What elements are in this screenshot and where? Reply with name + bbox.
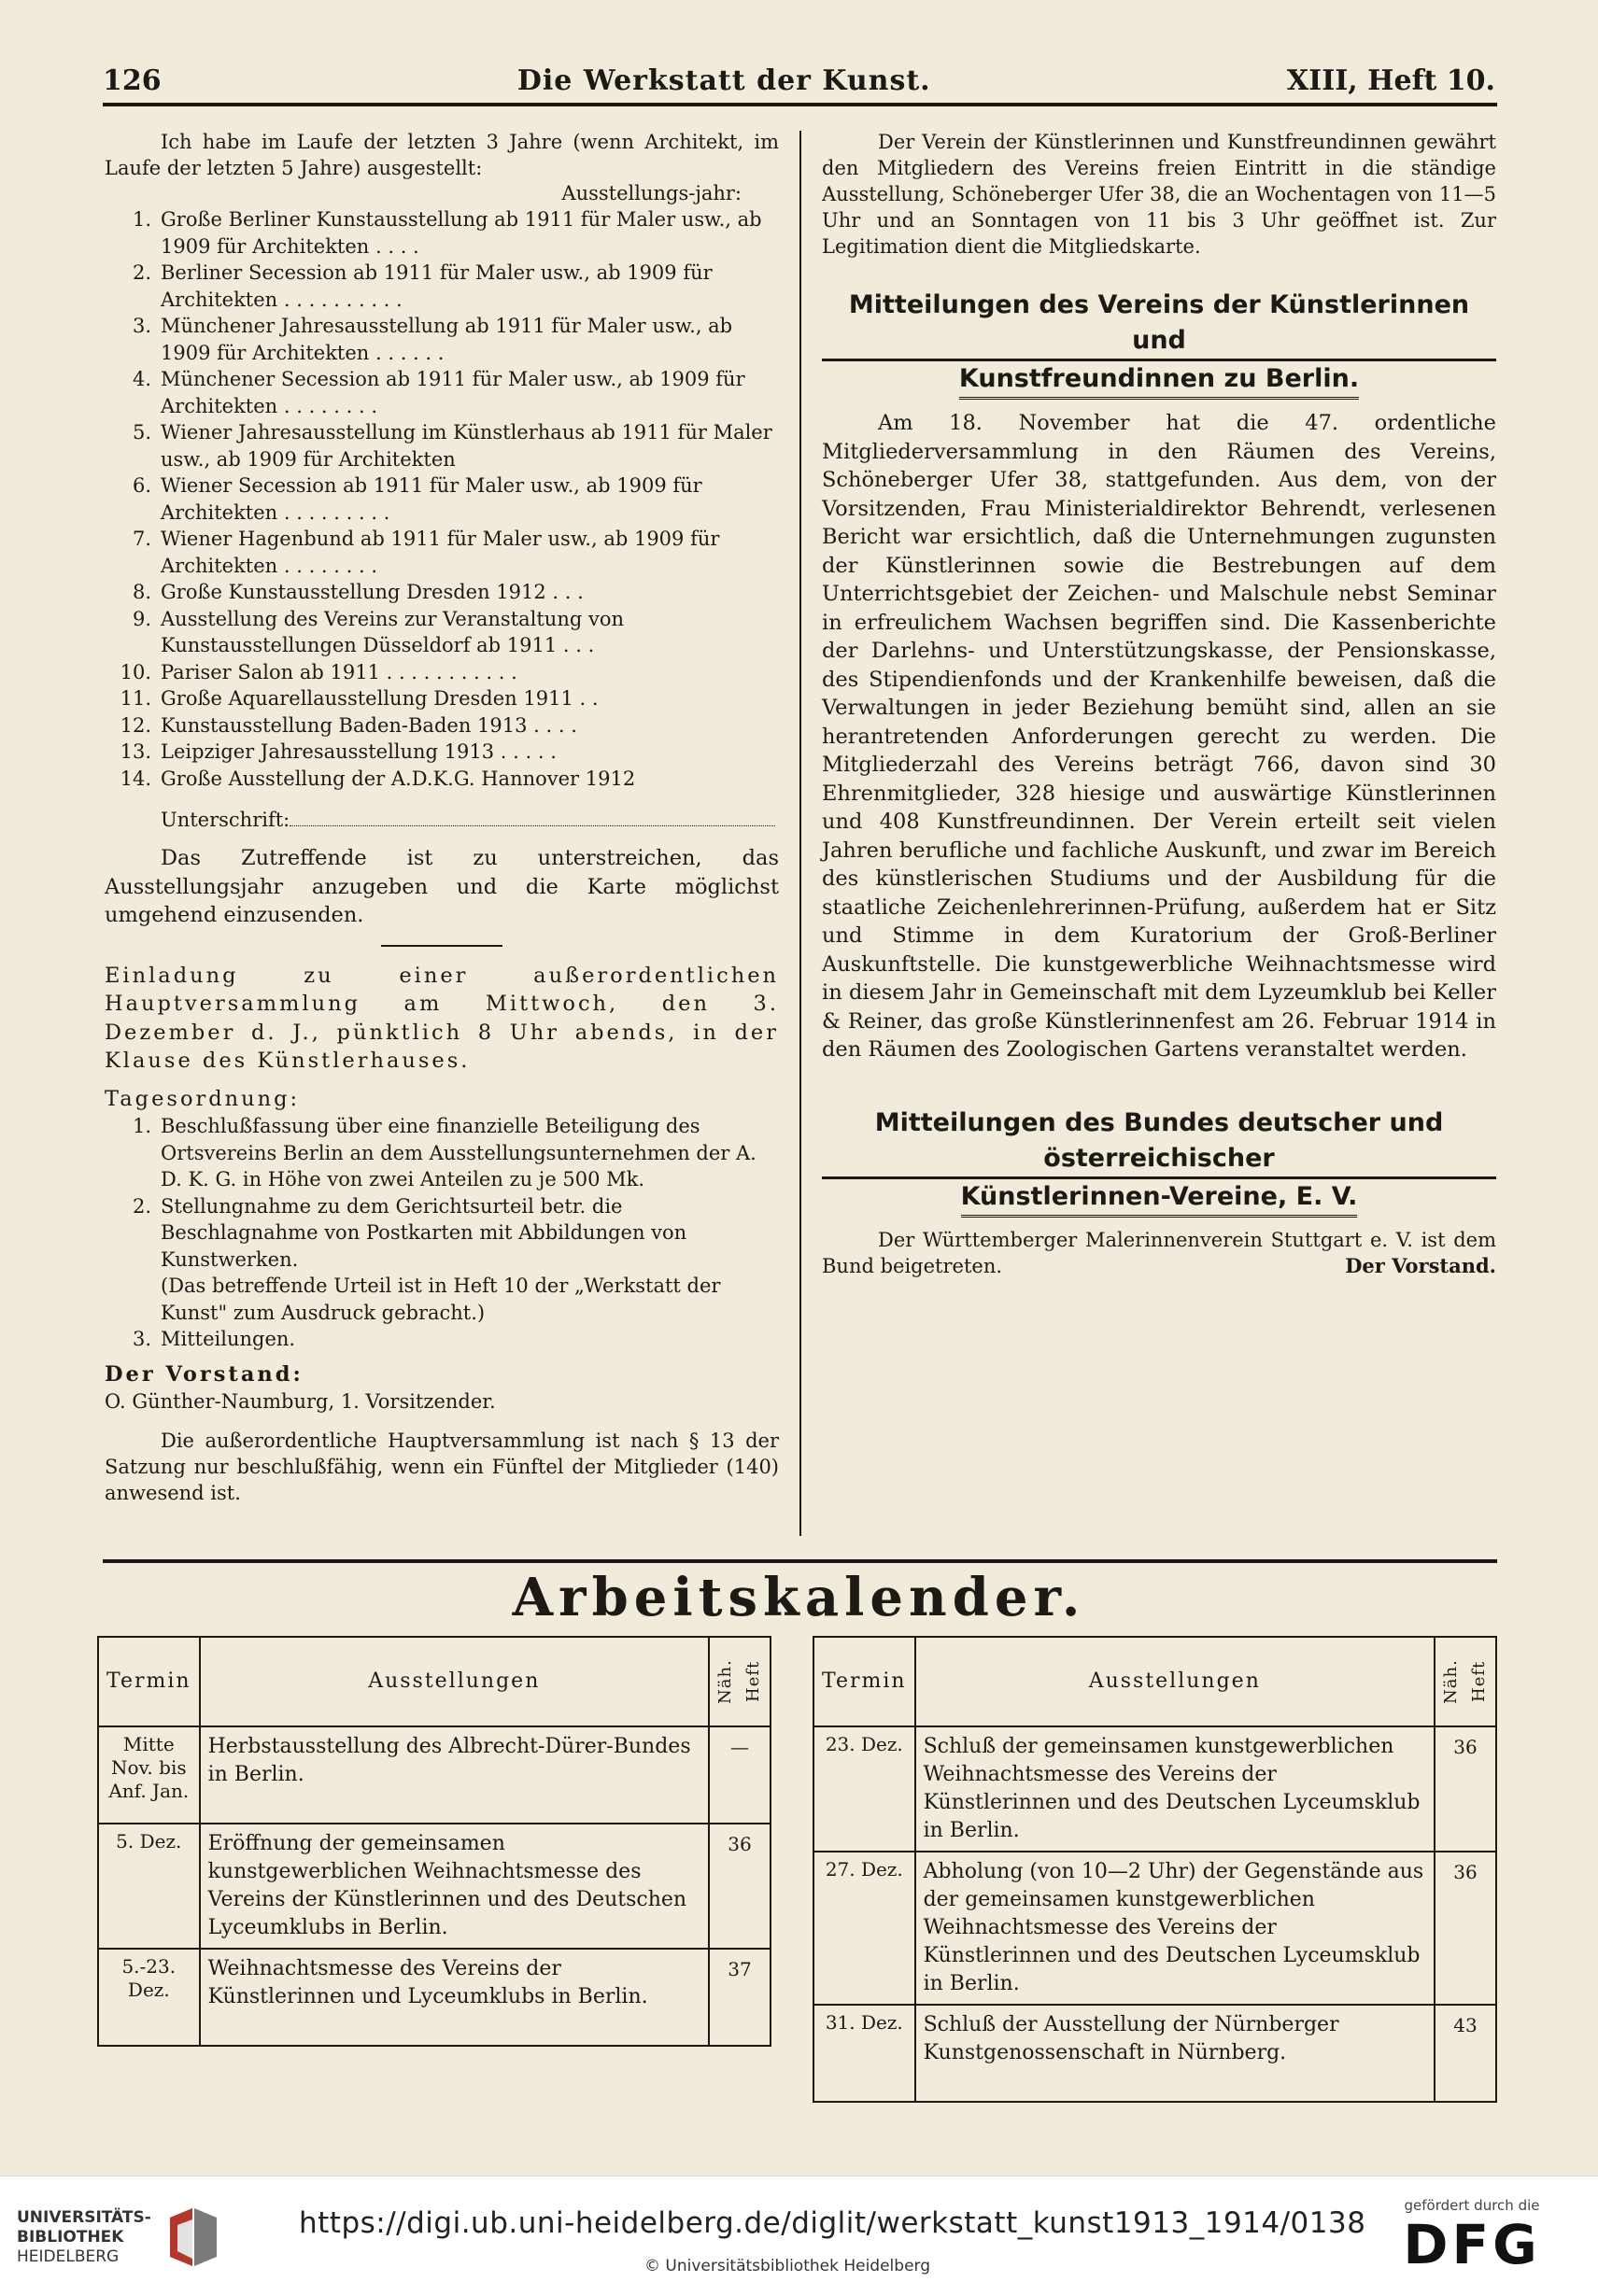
list-item <box>105 712 779 740</box>
list-item-text: Große Berliner Kunstausstellung ab 1911 für Maler usw., ab 1909 für Architekten . . . . <box>161 208 762 258</box>
form-note: Das Zutreffende ist zu unterstreichen, das Ausstellungsjahr anzugeben und die Karte möglichst umgehend einzusenden. <box>105 846 779 927</box>
closing-note: Die außerordentliche Hauptversammlung ist nach § 13 der Satzung nur beschlußfähig, wenn ein Fünftel der Mitglieder (140) anwesend ist. <box>105 1430 779 1504</box>
exhibitions-header: Ausstellungen <box>915 1637 1435 1726</box>
list-item <box>105 1326 779 1353</box>
list-item-text: Münchener Jahresausstellung ab 1911 für Maler usw., ab 1909 für Architekten . . . . . . <box>161 315 733 364</box>
list-item-number: 6. <box>132 474 151 497</box>
column-divider <box>799 131 801 1536</box>
list-item <box>105 1193 779 1274</box>
calendar-row <box>98 1949 771 2046</box>
library-name-line1: UNIVERSITÄTS- <box>17 2207 151 2227</box>
journal-title: Die Werkstatt der Kunst. <box>516 64 931 97</box>
list-item-number: 7. <box>132 528 151 550</box>
list-item-text: Wiener Secession ab 1911 für Maler usw., ab 1909 für Architekten . . . . . . . . . <box>161 474 702 524</box>
list-item-number: 14. <box>120 767 151 790</box>
heft-cell: — <box>709 1726 771 1824</box>
term-cell: 31. Dez. <box>813 2005 915 2102</box>
term-header: Termin <box>813 1637 915 1726</box>
section-title-line2: Kunstfreundinnen zu Berlin. <box>959 361 1359 400</box>
calendar-table-left <box>97 1636 771 2047</box>
board-heading: Der Vorstand: <box>105 1361 304 1387</box>
list-item-number: 1. <box>132 1115 151 1137</box>
section-title-line1: Mitteilungen des Vereins der Künstlerinnen und <box>822 288 1496 361</box>
term-cell: 5. Dez. <box>98 1824 200 1949</box>
page-number: 126 <box>103 64 162 97</box>
list-item-number: 10. <box>120 660 151 683</box>
term-cell: Mitte Nov. bis Anf. Jan. <box>98 1726 200 1824</box>
exhibition-list <box>105 206 779 792</box>
heft-cell: 43 <box>1435 2005 1496 2102</box>
list-item-number <box>105 1273 161 1326</box>
funder-block <box>1383 2197 1561 2275</box>
term-cell: 27. Dez. <box>813 1852 915 2005</box>
library-name-line3: HEIDELBERG <box>17 2247 120 2266</box>
calendar-title: Arbeitskalender. <box>512 1567 1086 1628</box>
list-item-text: Mitteilungen. <box>161 1328 296 1350</box>
membership-note: Der Verein der Künstlerinnen und Kunstfreundinnen gewährt den Mitgliedern des Vereins freien Eintritt in die ständige Ausstellung, Schöneberger Ufer 38, die an Wochentagen von 11—5 Uhr und an Sonntagen von 11 bis 3 Uhr geöffnet ist. Zur Legitimation dient die Mitgliedskarte. <box>822 131 1496 258</box>
section-title-line2: Künstlerinnen-Vereine, E. V. <box>961 1179 1358 1218</box>
funded-by-label: gefördert durch die <box>1404 2197 1540 2214</box>
list-item-text: Große Ausstellung der A.D.K.G. Hannover 1912 <box>161 767 636 790</box>
heft-cell: 36 <box>1435 1852 1496 2005</box>
list-item-text: (Das betreffende Urteil ist in Heft 10 der „Werkstatt der Kunst" zum Ausdruck gebracht.) <box>161 1275 721 1324</box>
dfg-logo[interactable]: DFG <box>1403 2213 1541 2276</box>
list-item-text: Münchener Secession ab 1911 für Maler usw., ab 1909 für Architekten . . . . . . . . <box>161 368 745 417</box>
jahr-label: Ausstellungs-jahr: <box>561 182 742 204</box>
list-item-text: Kunstausstellung Baden-Baden 1913 . . . . <box>161 713 577 737</box>
board-signature: O. Günther-Naumburg, 1. Vorsitzender. <box>105 1390 496 1413</box>
list-item-text: Leipziger Jahresausstellung 1913 . . . . . <box>161 740 557 763</box>
library-name-line2: BIBLIOTHEK <box>17 2227 124 2247</box>
list-item-text: Große Aquarellausstellung Dresden 1911 . . <box>161 687 599 710</box>
list-item-text: Ausstellung des Vereins zur Veranstaltung von Kunstausstellungen Düsseldorf ab 1911 . . . <box>161 607 625 656</box>
section-text-bund <box>822 1227 1496 1279</box>
list-item-text: Pariser Salon ab 1911 . . . . . . . . . . . <box>161 660 517 683</box>
description-cell: Schluß der Ausstellung der Nürnberger Kunstgenossenschaft in Nürnberg. <box>915 2005 1435 2102</box>
section-title-verein <box>822 288 1496 400</box>
term-header: Termin <box>98 1637 200 1726</box>
list-item <box>105 366 779 419</box>
term-cell: 5.-23. Dez. <box>98 1949 200 2046</box>
copyright-notice: © Universitätsbibliothek Heidelberg <box>644 2257 931 2275</box>
list-item <box>105 419 779 472</box>
calendar-row <box>813 2005 1496 2102</box>
description-cell: Abholung (von 10—2 Uhr) der Gegenstände aus der gemeinsamen kunstgewerblichen Weihnachtsmesse des Vereins der Künstlerinnen und des Deutschen Lyceumsklub in Berlin. <box>915 1852 1435 2005</box>
list-item-text: Große Kunstausstellung Dresden 1912 . . . <box>161 581 584 603</box>
term-cell: 23. Dez. <box>813 1726 915 1852</box>
list-item <box>105 659 779 686</box>
left-column <box>105 129 779 1506</box>
library-emblem-icon <box>164 2204 220 2270</box>
list-item <box>105 606 779 659</box>
section-title-bund <box>822 1106 1496 1218</box>
list-item-text: Wiener Jahresausstellung im Künstlerhaus ab 1911 für Maler usw., ab 1909 für Architekten <box>161 421 772 471</box>
list-item <box>105 685 779 712</box>
list-item <box>105 313 779 366</box>
list-item-number: 5. <box>132 421 151 444</box>
description-cell: Eröffnung der gemeinsamen kunstgewerblichen Weihnachtsmesse des Vereins der Künstlerinnen und des Deutschen Lyceumklubs in Berlin. <box>200 1824 709 1949</box>
bund-signature: Der Vorstand. <box>1345 1253 1496 1277</box>
list-item <box>105 739 779 766</box>
list-item-number: 8. <box>132 581 151 603</box>
list-item-text: Stellungnahme zu dem Gerichtsurteil betr. die Beschlagnahme von Postkarten mit Abbildungen von Kunstwerken. <box>161 1194 687 1271</box>
calendar-header-row <box>813 1637 1496 1726</box>
calendar-row <box>813 1726 1496 1852</box>
signature-line <box>105 807 779 833</box>
bund-text: Der Württemberger Malerinnenverein Stuttgart e. V. ist dem Bund beigetreten. <box>822 1228 1496 1277</box>
list-item-number: 13. <box>120 740 151 763</box>
exhibitions-header: Ausstellungen <box>200 1637 709 1726</box>
list-item-number: 3. <box>132 1328 151 1350</box>
form-intro: Ich habe im Laufe der letzten 3 Jahre (wenn Architekt, im Laufe der letzten 5 Jahre) ausgestellt: <box>105 131 779 179</box>
list-item-text: Beschlußfassung über eine finanzielle Beteiligung des Ortsvereins Berlin an dem Ausstellungsunternehmen der A. D. K. G. in Höhe von zwei Anteilen zu je 500 Mk. <box>161 1115 757 1190</box>
viewer-footer <box>0 2176 1598 2296</box>
calendar-table-right <box>813 1636 1497 2103</box>
list-item-text: Wiener Hagenbund ab 1911 für Maler usw., ab 1909 für Architekten . . . . . . . . <box>161 528 720 577</box>
heft-header: Näh. Heft <box>709 1637 771 1726</box>
list-item <box>105 206 779 260</box>
header-rule <box>103 103 1497 106</box>
heft-cell: 37 <box>709 1949 771 2046</box>
heft-cell: 36 <box>709 1824 771 1949</box>
description-cell: Weihnachtsmesse des Vereins der Künstlerinnen und Lyceumklubs in Berlin. <box>200 1949 709 2046</box>
list-item-number: 2. <box>132 261 151 284</box>
list-item-number: 1. <box>132 208 151 231</box>
signature-label: Unterschrift: <box>161 809 290 831</box>
list-item-number: 11. <box>120 687 151 710</box>
description-cell: Schluß der gemeinsamen kunstgewerblichen Weihnachtsmesse des Vereins der Künstlerinnen und des Deutschen Lyceumsklub in Berlin. <box>915 1726 1435 1852</box>
library-logo[interactable] <box>17 2204 288 2270</box>
calendar-row <box>98 1726 771 1824</box>
section-text-verein: Am 18. November hat die 47. ordentliche Mitgliederversammlung in den Räumen des Vereins, Schöneberger Ufer 38, stattgefunden. Aus dem, von der Vorsitzenden, Frau Ministerialdirektor Behrendt, verlesenen Bericht war ersichtlich, daß die Unternehmungen zugunsten der Künstlerinnen sowie die Bestrebungen auf dem Unterrichtsgebiet der Zeichen- und Malschule nebst Seminar in erfreulichem Wachsen begriffen sind. Die Kassenberichte der Darlehns- und Unterstützungskasse, der Pensionskasse, des Stipendienfonds und der Krankenhilfe beweisen, daß die Verwaltungen in jeder Beziehung bemüht sind, allen an sie herantretenden Anforderungen gerecht zu werden. Die Mitgliederzahl des Vereins beträgt 766, davon sind 30 Ehrenmitglieder, 328 hiesige und auswärtige Künstlerinnen und 408 Kunstfreundinnen. Der Verein erteilt seit vielen Jahren berufliche und fachliche Auskunft, und zwar im Bereich des künstlerischen Studiums und der Ausbildung für die staatliche Zeichenlehrerinnen-Prüfung, außerdem hat er Sitz und Stimme in dem Kuratorium der Groß-Berliner Auskunftstelle. Die kunstgewerbliche Weihnachtsmesse wird in diesem Jahr in Gemeinschaft mit dem Lyzeumklub bei Keller & Reiner, das große Künstlerinnenfest am 26. Februar 1914 in den Räumen des Zoologischen Gartens veranstaltet werden. <box>822 411 1496 1062</box>
list-item <box>105 260 779 313</box>
list-item <box>105 472 779 526</box>
description-cell: Herbstausstellung des Albrecht-Dürer-Bundes in Berlin. <box>200 1726 709 1824</box>
page-header <box>103 50 1495 97</box>
agenda-list <box>105 1113 779 1353</box>
calendar-rule <box>103 1559 1497 1563</box>
calendar-row <box>813 1852 1496 2005</box>
list-item-text: Berliner Secession ab 1911 für Maler usw., ab 1909 für Architekten . . . . . . . . . . <box>161 261 713 311</box>
list-item <box>105 579 779 606</box>
right-column <box>822 129 1496 1279</box>
list-item-number: 3. <box>132 315 151 337</box>
divider <box>381 945 502 947</box>
invitation: Einladung zu einer außerordentlichen Hauptversammlung am Mittwoch, den 3. Dezember d. J., pünktlich 8 Uhr abends, in der Klause des Künstlerhauses. <box>105 963 779 1073</box>
calendar-header-row <box>98 1637 771 1726</box>
list-item <box>105 1113 779 1193</box>
section-title-line1: Mitteilungen des Bundes deutscher und österreichischer <box>822 1106 1496 1179</box>
list-item-number: 2. <box>132 1194 151 1218</box>
permalink-url[interactable]: https://digi.ub.uni-heidelberg.de/diglit/werkstatt_kunst1913_1914/0138 <box>299 2206 1366 2240</box>
list-item-number: 12. <box>120 713 151 737</box>
list-item <box>105 1273 779 1326</box>
agenda-title: Tagesordnung: <box>105 1086 301 1111</box>
heft-header: Näh. Heft <box>1435 1637 1496 1726</box>
list-item <box>105 526 779 579</box>
heft-cell: 36 <box>1435 1726 1496 1852</box>
list-item-number: 9. <box>132 607 151 630</box>
issue-label: XIII, Heft 10. <box>1286 64 1495 97</box>
list-item-number: 4. <box>132 368 151 390</box>
list-item <box>105 766 779 793</box>
calendar-row <box>98 1824 771 1949</box>
